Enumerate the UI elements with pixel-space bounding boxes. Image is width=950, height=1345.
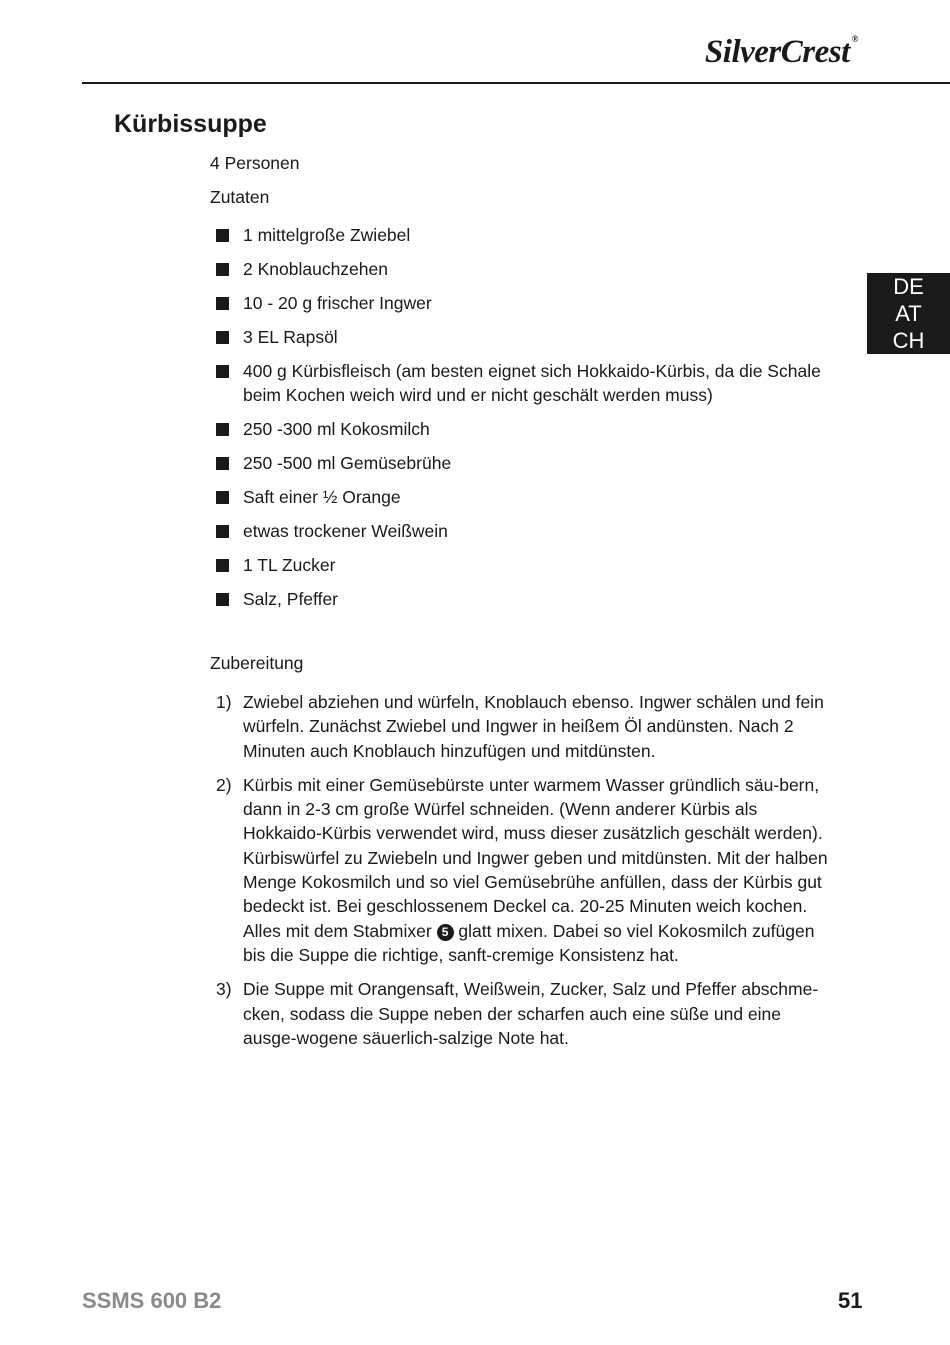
bullet-icon [216, 331, 229, 344]
ingredient-text: 10 - 20 g frischer Ingwer [243, 293, 432, 313]
header-rule [82, 82, 950, 84]
list-item [216, 325, 836, 349]
preparation-steps [216, 690, 836, 1060]
bullet-icon [216, 559, 229, 572]
list-item [216, 553, 836, 577]
preparation-heading: Zubereitung [210, 653, 304, 673]
step-text-after: glatt mixen. Dabei so viel Kokosmilch zufügen bis die Suppe die richtige, sanft-cremige Konsistenz hat. [243, 920, 815, 965]
language-tab [867, 273, 950, 354]
list-item [216, 451, 836, 475]
ingredient-text: 400 g Kürbisfleisch (am besten eignet sich Hokkaido-Kürbis, da die Schale beim Kochen weich wird und er nicht geschält werden muss) [243, 361, 821, 405]
brand-logo [705, 34, 858, 71]
bullet-icon [216, 423, 229, 436]
step-text: Zwiebel abziehen und würfeln, Knoblauch ebenso. Ingwer schälen und fein würfeln. Zunächst Zwiebel und Ingwer in heißem Öl andünsten. Nach 2 Minuten auch Knoblauch hinzufügen und mitdünsten. [243, 692, 824, 761]
step-text-before: Kürbis mit einer Gemüsebürste unter warmem Wasser gründlich säu-bern, dann in 2-3 cm große Würfel schneiden. (Wenn anderer Kürbis als Hokkaido-Kürbis verwendet wird, muss dieser zusätzlich geschält werden). Kürbiswürfel zu Zwiebeln und Ingwer geben und mitdünsten. Mit der halben Menge Kokosmilch und so viel Gemüsebrühe anfüllen, dass der Kürbis gut bedeckt ist. Bei geschlossenem Deckel ca. 20-25 Minuten weich kochen. Alles mit dem Stabmixer [243, 774, 828, 941]
bullet-icon [216, 365, 229, 378]
bullet-icon [216, 525, 229, 538]
ingredient-text: Saft einer ½ Orange [243, 487, 401, 507]
list-item [216, 485, 836, 509]
list-item [216, 587, 836, 611]
step-item [216, 773, 836, 967]
ingredients-list [216, 223, 836, 621]
logo-text: SilverCrest [704, 34, 850, 70]
part-reference-badge: 5 [437, 924, 454, 941]
bullet-icon [216, 491, 229, 504]
bullet-icon [216, 229, 229, 242]
step-item [216, 977, 836, 1050]
bullet-icon [216, 457, 229, 470]
ingredient-text: etwas trockener Weißwein [243, 521, 448, 541]
ingredient-text: 1 mittelgroße Zwiebel [243, 225, 411, 245]
registered-mark: ® [851, 34, 858, 44]
language-de: DE [893, 274, 924, 299]
step-text: Die Suppe mit Orangensaft, Weißwein, Zucker, Salz und Pfeffer abschme-cken, sodass die Suppe neben der scharfen auch eine süße und eine ausge-wogene säuerlich-salzige Note hat. [243, 979, 819, 1048]
ingredient-text: 2 Knoblauchzehen [243, 259, 388, 279]
language-at: AT [895, 301, 922, 326]
ingredient-text: Salz, Pfeffer [243, 589, 339, 609]
list-item [216, 417, 836, 441]
step-number: 2) [216, 774, 232, 795]
step-number: 3) [216, 979, 232, 1000]
bullet-icon [216, 593, 229, 606]
ingredient-text: 1 TL Zucker [243, 555, 336, 575]
servings: 4 Personen [210, 153, 300, 173]
list-item [216, 359, 836, 407]
page-number: 51 [838, 1288, 863, 1313]
page-title: Kürbissuppe [114, 110, 267, 138]
ingredient-text: 250 -300 ml Kokosmilch [243, 419, 430, 439]
language-ch: CH [892, 328, 925, 353]
bullet-icon [216, 297, 229, 310]
list-item [216, 519, 836, 543]
bullet-icon [216, 263, 229, 276]
ingredients-heading: Zutaten [210, 187, 270, 207]
ingredient-text: 250 -500 ml Gemüsebrühe [243, 453, 452, 473]
list-item [216, 223, 836, 247]
model-number: SSMS 600 B2 [82, 1288, 222, 1313]
step-item [216, 690, 836, 763]
ingredient-text: 3 EL Rapsöl [243, 327, 338, 347]
list-item [216, 291, 836, 315]
step-number: 1) [216, 692, 232, 712]
list-item [216, 257, 836, 281]
